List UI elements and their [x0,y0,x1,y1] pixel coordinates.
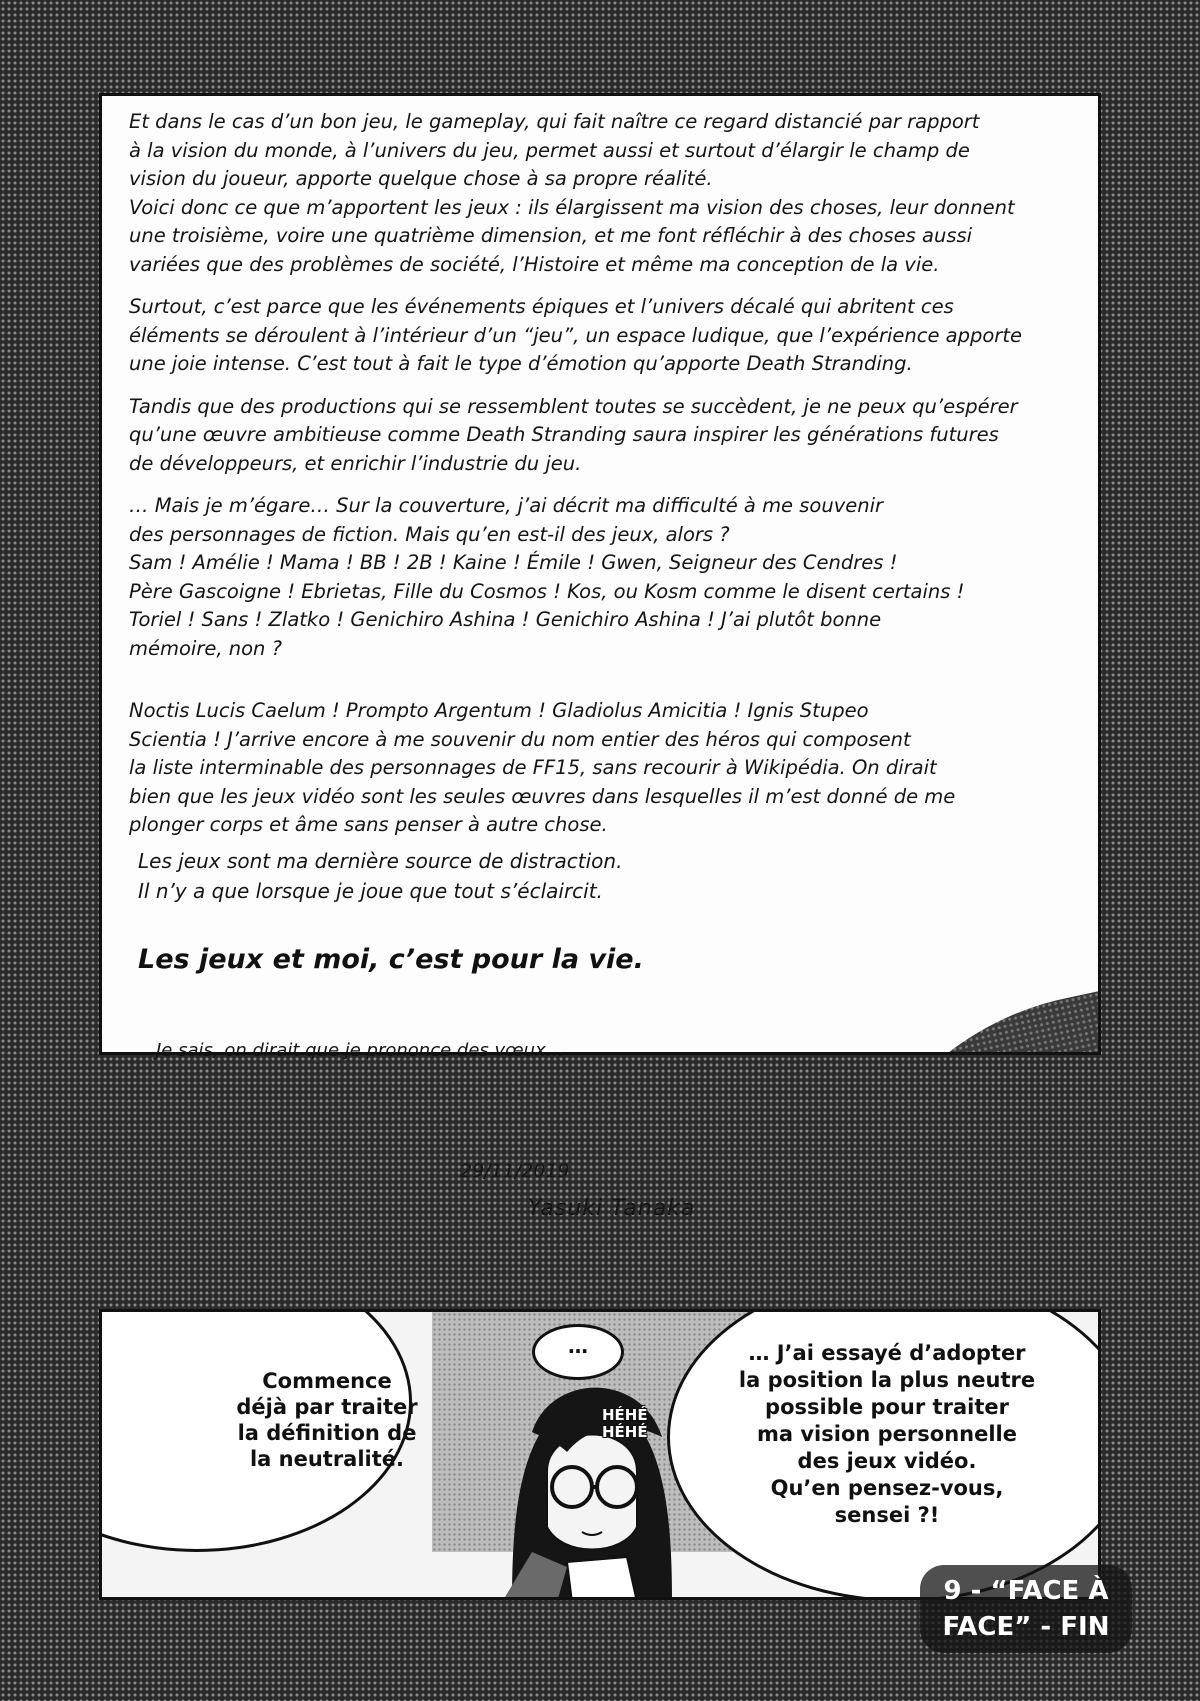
speech-left-text: Commence déjà par traiter la définition de la neutralité. [236,1369,418,1471]
halftone-shadow [823,942,1101,1055]
letter-paragraph: Noctis Lucis Caelum ! Prompto Argentum ! Gladiolus Amicitia ! Ignis Stupeo Scientia ! J’arrive encore à me souvenir du nom entier des héros qui composent la liste interminable des personnages de FF15, sans recourir à Wikipédia. On dirait bien que les jeux vidéo sont les seules œuvres dans lesquelles il m’est donné de me plonger corps et âme sans penser à autre chose. [129,699,956,836]
speech-center-text: … [568,1334,588,1358]
letter-date: 29/11/2019 [460,1160,570,1182]
comic-panel [99,1309,1101,1600]
speech-right-text: … J’ai essayé d’adopter la position la plus neutre possible pour traiter ma vision personnelle des jeux vidéo. Qu’en pensez-vous, sensei ?! [738,1341,1036,1527]
letter-aside: Je sais, on dirait que je prononce des vœux… [156,1040,564,1061]
chapter-end-label: 9 - “FACE À FACE” - FIN [920,1565,1132,1653]
letter-closing: Les jeux sont ma dernière source de distraction. Il n’y a que lorsque je joue que tout s’éclaircit. [138,849,623,903]
sound-effect: HÉHÉ HÉHÉ [602,1406,648,1441]
letter-paragraph: Et dans le cas d’un bon jeu, le gameplay, qui fait naître ce regard distancié par rapport à la vision du monde, à l’univers du jeu, permet aussi et surtout d’élargir le champ de vision du joueur, apporte quelque chose à sa propre réalité. Voici donc ce que m’apportent les jeux : ils élargissent ma vision des choses, leur donnent une troisième, voire une quatrième dimension, et me font réfléchir à des choses aussi variées que des problèmes de société, l’Histoire et même ma conception de la vie. [129,110,1015,276]
letter-paragraph: … Mais je m’égare… Sur la couverture, j’ai décrit ma difficulté à me souvenir des personnages de fiction. Mais qu’en est-il des jeux, alors ? Sam ! Amélie ! Mama ! BB ! 2B ! Kaine ! Émile ! Gwen, Seigneur des Cendres ! Père Gascoigne ! Ebrietas, Fille du Cosmos ! Kos, ou Kosm comme le disent certains ! Toriel ! Sans ! Zlatko ! Genichiro Ashina ! Genichiro Ashina ! J’ai plutôt bonne mémoire, non ? [129,494,965,660]
letter-paragraph: Surtout, c’est parce que les événements épiques et l’univers décalé qui abritent ces éléments se déroulent à l’intérieur d’un “jeu”, un espace ludique, que l’expérience apporte une joie intense. C’est tout à fait le type d’émotion qu’apporte Death Stranding. [129,295,1022,375]
letter-signature: Yasuki Tanaka [528,1196,696,1221]
letter-body [129,108,1069,854]
letter-motto: Les jeux et moi, c’est pour la vie. [138,944,644,975]
letter-paragraph: Tandis que des productions qui se ressemblent toutes se succèdent, je ne peux qu’espérer qu’une œuvre ambitieuse comme Death Stranding saura inspirer les générations futures de développeurs, et enrichir l’industrie du jeu. [129,394,1018,475]
